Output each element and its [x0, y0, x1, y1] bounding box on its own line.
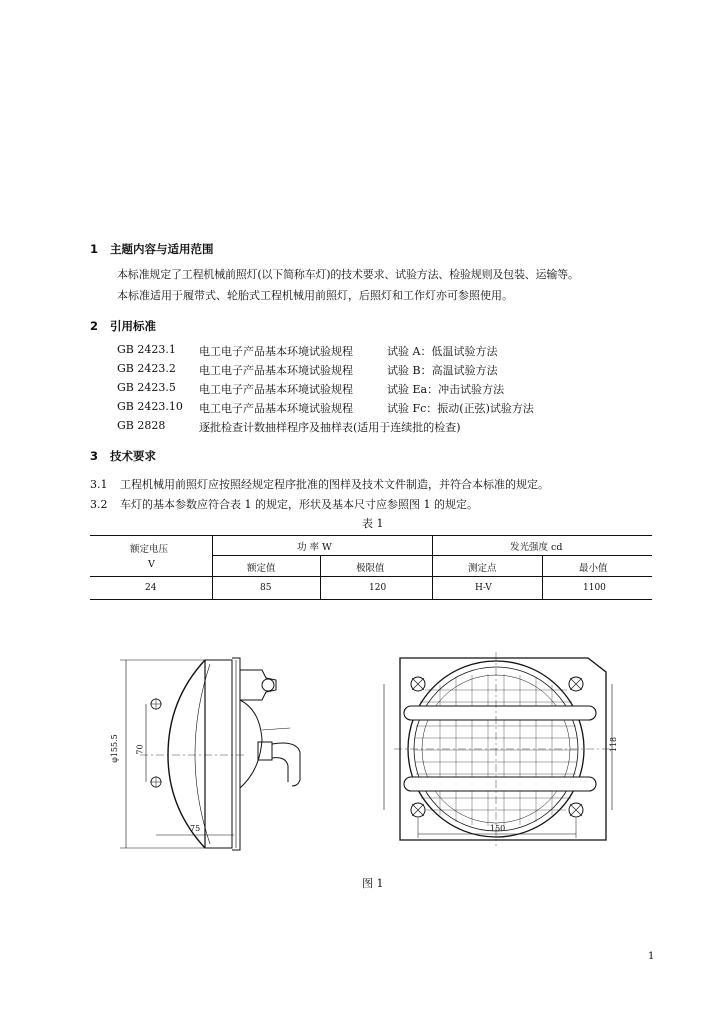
ref-test: 试验 A：低温试验方法: [387, 345, 498, 358]
section-1-paragraph-1: 本标准规定了工程机械前照灯(以下简称车灯)的技术要求、试验方法、检验规则及包装、运输等。: [117, 268, 579, 281]
dim-75: 75: [190, 824, 201, 833]
header-rated: 额定值: [247, 563, 276, 574]
clause-3-2-number: 3.2: [90, 498, 108, 511]
section-3-number: 3: [90, 449, 99, 463]
cell-min: 1100: [583, 583, 606, 593]
ref-code: GB 2423.10: [117, 400, 183, 413]
clause-3-1-number: 3.1: [90, 478, 108, 491]
section-1-title: 主题内容与适用范围: [110, 242, 214, 256]
table-caption: 表 1: [362, 517, 384, 530]
cell-point: H-V: [475, 583, 492, 593]
ref-title: 逐批检查计数抽样程序及抽样表(适用于连续批的检查): [199, 421, 461, 434]
ref-title: 电工电子产品基本环境试验规程: [199, 383, 353, 396]
clause-3-2-text: 车灯的基本参数应符合表 1 的规定，形状及基本尺寸应参照图 1 的规定。: [120, 498, 478, 511]
header-voltage-unit: V: [148, 559, 155, 570]
cell-voltage: 24: [145, 583, 157, 593]
dim-bottom-width: 150: [490, 824, 506, 833]
dim-70: 70: [135, 744, 145, 755]
ref-code: GB 2423.2: [117, 362, 176, 375]
ref-title: 电工电子产品基本环境试验规程: [199, 345, 353, 358]
ref-test: 试验 B：高温试验方法: [387, 364, 498, 377]
ref-test: 试验 Fc：振动(正弦)试验方法: [387, 402, 534, 415]
header-voltage: 额定电压: [130, 544, 169, 555]
figure-caption: 图 1: [362, 877, 384, 890]
header-point: 测定点: [468, 563, 497, 574]
section-3-title: 技术要求: [110, 449, 157, 463]
dim-diameter: φ155.5: [109, 734, 119, 763]
header-intensity: 发光强度 cd: [510, 542, 563, 553]
page-number: 1: [648, 951, 655, 962]
ref-code: GB 2828: [117, 419, 166, 432]
dim-right-height: 118: [609, 736, 619, 753]
ref-title: 电工电子产品基本环境试验规程: [199, 402, 353, 415]
ref-title: 电工电子产品基本环境试验规程: [199, 364, 353, 377]
header-min: 最小值: [579, 563, 608, 574]
section-2-number: 2: [90, 319, 99, 333]
ref-code: GB 2423.5: [117, 381, 176, 394]
section-2-title: 引用标准: [110, 319, 157, 333]
section-1-number: 1: [90, 242, 99, 256]
cell-rated: 85: [260, 583, 272, 593]
header-power: 功 率 W: [297, 542, 332, 553]
ref-test: 试验 Ea：冲击试验方法: [387, 383, 505, 396]
side-view: [120, 658, 300, 850]
ref-code: GB 2423.1: [117, 343, 176, 356]
header-limit: 极限值: [356, 563, 385, 574]
section-1-paragraph-2: 本标准适用于履带式、轮胎式工程机械用前照灯，后照灯和工作灯亦可参照使用。: [117, 289, 513, 302]
clause-3-1-text: 工程机械用前照灯应按照经规定程序批准的图样及技术文件制造，并符合本标准的规定。: [120, 478, 549, 491]
cell-limit: 120: [369, 583, 387, 593]
front-view: [384, 652, 612, 846]
